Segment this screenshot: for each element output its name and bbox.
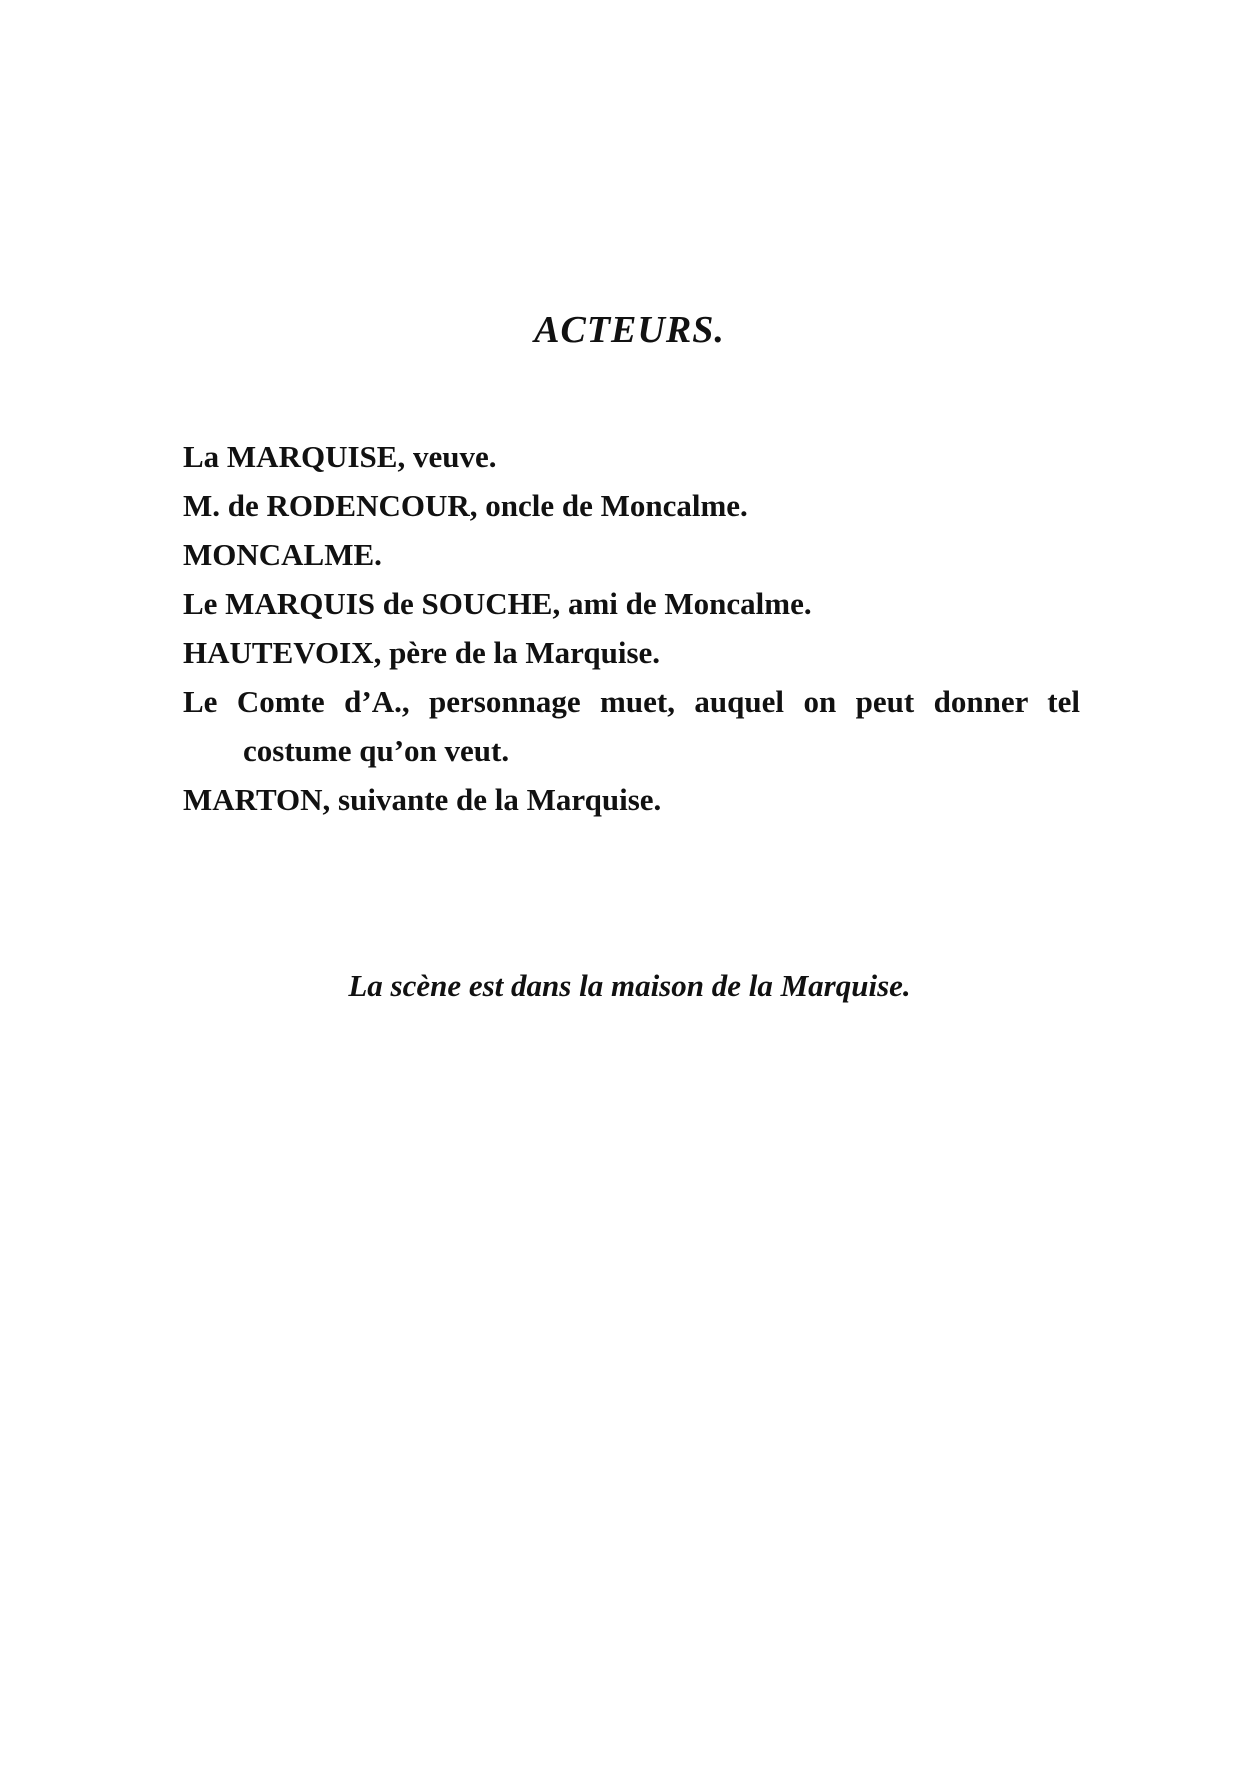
cast-entry: HAUTEVOIX, père de la Marquise. xyxy=(183,635,661,670)
cast-entry: M. de RODENCOUR, oncle de Moncalme. xyxy=(183,488,748,523)
cast-entry: MARTON, suivante de la Marquise. xyxy=(183,782,662,817)
cast-list xyxy=(183,432,1080,824)
cast-heading: ACTEURS. xyxy=(534,309,725,351)
cast-entry: Le Comte d’A., personnage muet, auquel on peut donner tel costume qu’on veut. xyxy=(183,684,1080,768)
scene-setting: La scène est dans la maison de la Marquise. xyxy=(348,968,911,1003)
cast-entry: MONCALME. xyxy=(183,537,382,572)
cast-entry: Le MARQUIS de SOUCHE, ami de Moncalme. xyxy=(183,586,812,621)
cast-entry: La MARQUISE, veuve. xyxy=(183,439,497,474)
